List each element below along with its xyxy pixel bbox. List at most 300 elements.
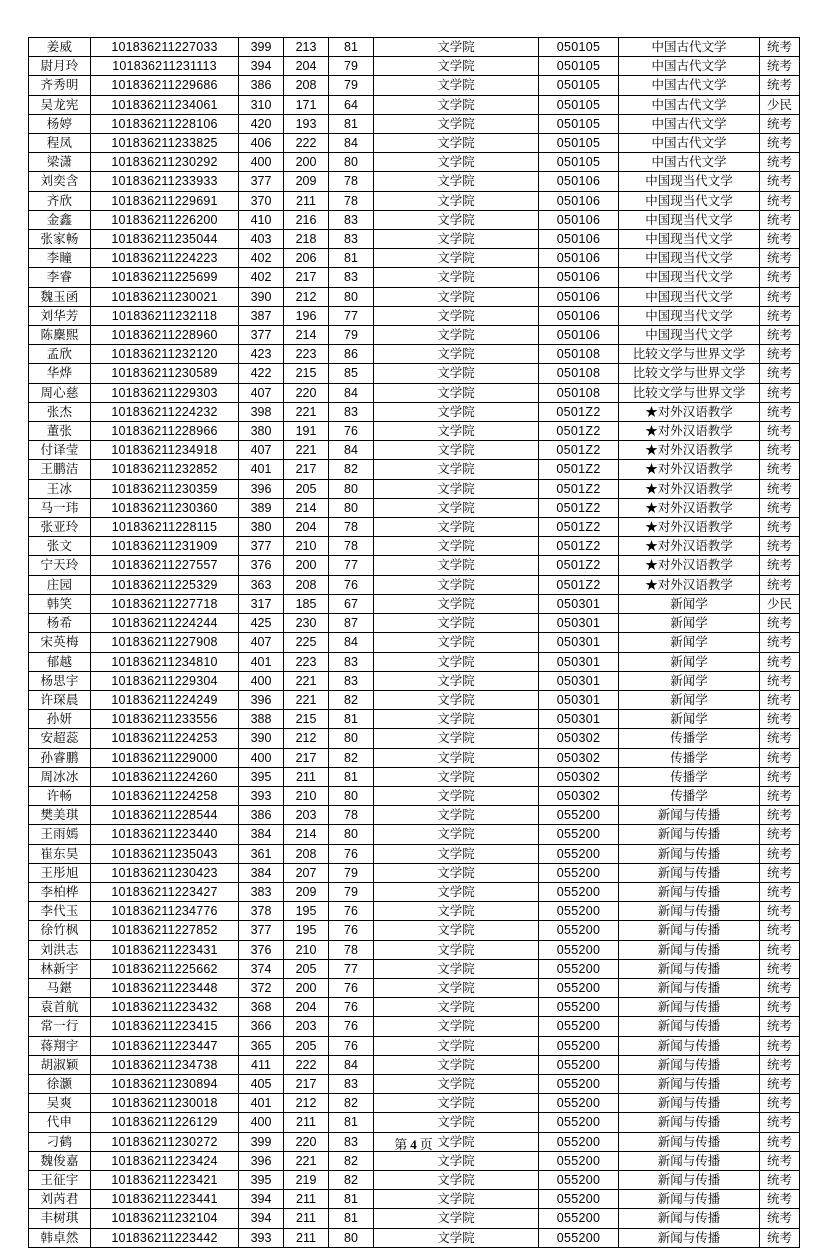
table-row (29, 902, 800, 921)
cell-college: 文学院 (374, 498, 539, 517)
cell-major-code: 055200 (539, 1190, 619, 1209)
cell-college: 文学院 (374, 479, 539, 498)
cell-major-name: 传播学 (619, 748, 760, 767)
cell-major-name: 新闻与传播 (619, 940, 760, 959)
cell-candidate-name: 吴龙宪 (29, 95, 91, 114)
table-row (29, 1074, 800, 1093)
cell-total-score: 310 (239, 95, 284, 114)
cell-exam-type: 统考 (760, 1055, 800, 1074)
cell-candidate-name: 王鹏洁 (29, 460, 91, 479)
cell-college: 文学院 (374, 249, 539, 268)
page-footer-prefix: 第 (394, 1137, 408, 1152)
cell-major-code: 050106 (539, 172, 619, 191)
cell-exam-type: 统考 (760, 748, 800, 767)
cell-candidate-name: 马鍖 (29, 978, 91, 997)
cell-subject-score-2: 80 (329, 786, 374, 805)
cell-exam-number: 101836211224253 (91, 729, 239, 748)
cell-exam-number: 101836211231113 (91, 57, 239, 76)
cell-total-score: 388 (239, 710, 284, 729)
cell-exam-number: 101836211230272 (91, 1132, 239, 1151)
cell-subject-score-2: 80 (329, 498, 374, 517)
cell-subject-score-2: 80 (329, 479, 374, 498)
cell-exam-type: 统考 (760, 825, 800, 844)
cell-major-code: 055200 (539, 1055, 619, 1074)
cell-major-code: 055200 (539, 940, 619, 959)
cell-subject-score-2: 82 (329, 690, 374, 709)
cell-exam-type: 统考 (760, 729, 800, 748)
cell-major-name: 新闻与传播 (619, 1094, 760, 1113)
cell-subject-score-2: 80 (329, 729, 374, 748)
cell-college: 文学院 (374, 1151, 539, 1170)
cell-exam-type: 统考 (760, 249, 800, 268)
cell-subject-score-1: 211 (284, 1209, 329, 1228)
cell-exam-type: 统考 (760, 863, 800, 882)
cell-candidate-name: 李代玉 (29, 902, 91, 921)
cell-candidate-name: 宋英梅 (29, 633, 91, 652)
cell-subject-score-2: 78 (329, 806, 374, 825)
cell-total-score: 368 (239, 998, 284, 1017)
cell-college: 文学院 (374, 1228, 539, 1247)
cell-exam-type: 统考 (760, 191, 800, 210)
cell-subject-score-1: 200 (284, 556, 329, 575)
cell-total-score: 425 (239, 614, 284, 633)
cell-subject-score-2: 76 (329, 1017, 374, 1036)
cell-major-code: 050302 (539, 767, 619, 786)
cell-exam-type: 统考 (760, 518, 800, 537)
cell-major-code: 050301 (539, 652, 619, 671)
cell-exam-type: 统考 (760, 479, 800, 498)
cell-exam-number: 101836211223442 (91, 1228, 239, 1247)
cell-candidate-name: 金鑫 (29, 210, 91, 229)
cell-college: 文学院 (374, 940, 539, 959)
cell-total-score: 377 (239, 326, 284, 345)
cell-subject-score-2: 76 (329, 998, 374, 1017)
cell-major-code: 055200 (539, 1132, 619, 1151)
cell-major-name: 比较文学与世界文学 (619, 383, 760, 402)
cell-subject-score-2: 85 (329, 364, 374, 383)
cell-total-score: 380 (239, 518, 284, 537)
cell-major-name: 传播学 (619, 729, 760, 748)
cell-exam-number: 101836211224249 (91, 690, 239, 709)
cell-exam-type: 统考 (760, 172, 800, 191)
cell-major-name: 新闻与传播 (619, 1190, 760, 1209)
cell-subject-score-2: 76 (329, 978, 374, 997)
cell-college: 文学院 (374, 594, 539, 613)
cell-subject-score-1: 219 (284, 1170, 329, 1189)
cell-candidate-name: 韩笑 (29, 594, 91, 613)
cell-exam-type: 统考 (760, 364, 800, 383)
cell-college: 文学院 (374, 38, 539, 57)
cell-exam-type: 统考 (760, 1094, 800, 1113)
cell-college: 文学院 (374, 268, 539, 287)
cell-exam-number: 101836211223415 (91, 1017, 239, 1036)
cell-subject-score-1: 225 (284, 633, 329, 652)
table-row (29, 95, 800, 114)
cell-exam-number: 101836211228960 (91, 326, 239, 345)
table-row (29, 364, 800, 383)
cell-exam-number: 101836211224258 (91, 786, 239, 805)
cell-subject-score-1: 221 (284, 1151, 329, 1170)
cell-exam-type: 统考 (760, 114, 800, 133)
cell-college: 文学院 (374, 364, 539, 383)
cell-subject-score-2: 83 (329, 671, 374, 690)
admission-roster-table-container (28, 37, 799, 1248)
table-row (29, 844, 800, 863)
cell-subject-score-1: 209 (284, 882, 329, 901)
cell-exam-number: 101836211230589 (91, 364, 239, 383)
cell-major-name: 中国现当代文学 (619, 287, 760, 306)
cell-exam-number: 101836211223448 (91, 978, 239, 997)
cell-major-name: 新闻与传播 (619, 1055, 760, 1074)
cell-major-name: 新闻学 (619, 594, 760, 613)
cell-total-score: 403 (239, 230, 284, 249)
table-row (29, 1094, 800, 1113)
cell-major-name: 新闻学 (619, 671, 760, 690)
cell-major-code: 050105 (539, 76, 619, 95)
cell-total-score: 376 (239, 940, 284, 959)
cell-major-code: 055200 (539, 978, 619, 997)
cell-candidate-name: 韩卓然 (29, 1228, 91, 1247)
table-row (29, 498, 800, 517)
cell-major-code: 0501Z2 (539, 575, 619, 594)
table-row (29, 959, 800, 978)
cell-major-name: ★对外汉语教学 (619, 556, 760, 575)
cell-candidate-name: 李柏桦 (29, 882, 91, 901)
cell-total-score: 422 (239, 364, 284, 383)
cell-exam-type: 统考 (760, 556, 800, 575)
cell-exam-number: 101836211223421 (91, 1170, 239, 1189)
table-row (29, 1017, 800, 1036)
cell-exam-number: 101836211225699 (91, 268, 239, 287)
cell-subject-score-2: 78 (329, 172, 374, 191)
cell-college: 文学院 (374, 230, 539, 249)
cell-exam-number: 101836211230018 (91, 1094, 239, 1113)
cell-exam-number: 101836211224232 (91, 402, 239, 421)
cell-subject-score-1: 220 (284, 383, 329, 402)
cell-major-name: 中国现当代文学 (619, 268, 760, 287)
cell-total-score: 394 (239, 57, 284, 76)
table-row (29, 249, 800, 268)
cell-subject-score-2: 83 (329, 402, 374, 421)
cell-exam-number: 101836211223431 (91, 940, 239, 959)
cell-candidate-name: 庄园 (29, 575, 91, 594)
cell-exam-type: 统考 (760, 614, 800, 633)
table-row (29, 978, 800, 997)
cell-total-score: 406 (239, 134, 284, 153)
cell-candidate-name: 杨思宇 (29, 671, 91, 690)
cell-major-code: 055200 (539, 1228, 619, 1247)
cell-major-code: 050106 (539, 210, 619, 229)
cell-candidate-name: 齐欣 (29, 191, 91, 210)
table-row (29, 230, 800, 249)
cell-exam-number: 101836211223447 (91, 1036, 239, 1055)
cell-candidate-name: 张亚玲 (29, 518, 91, 537)
cell-subject-score-1: 185 (284, 594, 329, 613)
cell-exam-type: 统考 (760, 998, 800, 1017)
cell-candidate-name: 丰树琪 (29, 1209, 91, 1228)
cell-total-score: 383 (239, 882, 284, 901)
cell-candidate-name: 张文 (29, 537, 91, 556)
cell-subject-score-1: 209 (284, 172, 329, 191)
cell-subject-score-2: 82 (329, 1151, 374, 1170)
table-row (29, 191, 800, 210)
cell-subject-score-1: 215 (284, 364, 329, 383)
table-row (29, 38, 800, 57)
cell-college: 文学院 (374, 1074, 539, 1093)
cell-major-code: 050302 (539, 748, 619, 767)
cell-subject-score-1: 210 (284, 786, 329, 805)
cell-college: 文学院 (374, 710, 539, 729)
cell-subject-score-2: 76 (329, 844, 374, 863)
table-row (29, 594, 800, 613)
cell-exam-number: 101836211227908 (91, 633, 239, 652)
table-row (29, 1113, 800, 1132)
table-row (29, 114, 800, 133)
cell-subject-score-1: 221 (284, 690, 329, 709)
cell-total-score: 390 (239, 729, 284, 748)
table-row (29, 767, 800, 786)
cell-major-code: 050301 (539, 710, 619, 729)
cell-major-name: ★对外汉语教学 (619, 575, 760, 594)
cell-candidate-name: 徐竹枫 (29, 921, 91, 940)
cell-subject-score-1: 213 (284, 38, 329, 57)
cell-candidate-name: 齐秀明 (29, 76, 91, 95)
page-footer-suffix: 页 (419, 1137, 433, 1152)
cell-exam-number: 101836211228115 (91, 518, 239, 537)
cell-subject-score-2: 78 (329, 518, 374, 537)
table-row (29, 383, 800, 402)
cell-major-code: 0501Z2 (539, 498, 619, 517)
cell-major-code: 0501Z2 (539, 441, 619, 460)
cell-exam-type: 统考 (760, 690, 800, 709)
cell-major-code: 050301 (539, 690, 619, 709)
cell-exam-number: 101836211232118 (91, 306, 239, 325)
cell-candidate-name: 袁首航 (29, 998, 91, 1017)
cell-exam-type: 统考 (760, 1151, 800, 1170)
cell-subject-score-1: 222 (284, 1055, 329, 1074)
cell-major-code: 055200 (539, 959, 619, 978)
table-row (29, 786, 800, 805)
cell-college: 文学院 (374, 921, 539, 940)
cell-college: 文学院 (374, 1190, 539, 1209)
cell-total-score: 366 (239, 1017, 284, 1036)
cell-total-score: 374 (239, 959, 284, 978)
cell-subject-score-2: 78 (329, 191, 374, 210)
cell-candidate-name: 周心慈 (29, 383, 91, 402)
table-row (29, 402, 800, 421)
cell-major-name: 新闻与传播 (619, 959, 760, 978)
cell-exam-number: 101836211227557 (91, 556, 239, 575)
table-row (29, 518, 800, 537)
cell-subject-score-2: 83 (329, 1074, 374, 1093)
table-row (29, 671, 800, 690)
cell-exam-number: 101836211234810 (91, 652, 239, 671)
cell-college: 文学院 (374, 402, 539, 421)
table-row (29, 57, 800, 76)
cell-exam-number: 101836211231909 (91, 537, 239, 556)
table-row (29, 921, 800, 940)
cell-subject-score-1: 204 (284, 998, 329, 1017)
cell-subject-score-1: 217 (284, 460, 329, 479)
cell-subject-score-2: 83 (329, 1132, 374, 1151)
cell-college: 文学院 (374, 633, 539, 652)
table-row (29, 575, 800, 594)
cell-exam-type: 统考 (760, 57, 800, 76)
cell-subject-score-2: 78 (329, 940, 374, 959)
cell-candidate-name: 代申 (29, 1113, 91, 1132)
cell-subject-score-1: 221 (284, 441, 329, 460)
cell-candidate-name: 刘芮君 (29, 1190, 91, 1209)
cell-total-score: 387 (239, 306, 284, 325)
table-row (29, 1151, 800, 1170)
cell-subject-score-1: 214 (284, 326, 329, 345)
cell-college: 文学院 (374, 422, 539, 441)
cell-exam-type: 统考 (760, 1074, 800, 1093)
cell-major-name: 新闻学 (619, 710, 760, 729)
cell-subject-score-1: 212 (284, 287, 329, 306)
table-row (29, 1190, 800, 1209)
cell-subject-score-2: 79 (329, 863, 374, 882)
table-row (29, 1170, 800, 1189)
cell-subject-score-1: 214 (284, 498, 329, 517)
cell-exam-number: 101836211230894 (91, 1074, 239, 1093)
cell-college: 文学院 (374, 825, 539, 844)
cell-subject-score-2: 84 (329, 134, 374, 153)
cell-subject-score-1: 205 (284, 1036, 329, 1055)
cell-college: 文学院 (374, 153, 539, 172)
cell-major-name: 传播学 (619, 767, 760, 786)
cell-college: 文学院 (374, 210, 539, 229)
cell-candidate-name: 李瞳 (29, 249, 91, 268)
cell-subject-score-2: 84 (329, 383, 374, 402)
cell-candidate-name: 刘洪志 (29, 940, 91, 959)
cell-subject-score-1: 200 (284, 153, 329, 172)
cell-major-name: 新闻学 (619, 690, 760, 709)
cell-subject-score-2: 84 (329, 1055, 374, 1074)
cell-exam-number: 101836211229304 (91, 671, 239, 690)
cell-major-name: ★对外汉语教学 (619, 518, 760, 537)
cell-subject-score-1: 203 (284, 1017, 329, 1036)
table-row (29, 422, 800, 441)
cell-subject-score-1: 171 (284, 95, 329, 114)
cell-major-code: 055200 (539, 1170, 619, 1189)
cell-exam-number: 101836211228544 (91, 806, 239, 825)
cell-exam-number: 101836211225662 (91, 959, 239, 978)
cell-subject-score-2: 77 (329, 556, 374, 575)
table-row (29, 940, 800, 959)
cell-major-code: 055200 (539, 1113, 619, 1132)
cell-exam-number: 101836211232852 (91, 460, 239, 479)
cell-subject-score-1: 195 (284, 921, 329, 940)
table-row (29, 710, 800, 729)
cell-major-name: 中国现当代文学 (619, 326, 760, 345)
cell-exam-type: 统考 (760, 460, 800, 479)
cell-subject-score-2: 64 (329, 95, 374, 114)
cell-major-code: 0501Z2 (539, 556, 619, 575)
cell-candidate-name: 魏俊嘉 (29, 1151, 91, 1170)
table-row (29, 76, 800, 95)
cell-candidate-name: 梁潇 (29, 153, 91, 172)
cell-exam-type: 统考 (760, 383, 800, 402)
cell-total-score: 396 (239, 690, 284, 709)
cell-subject-score-2: 76 (329, 422, 374, 441)
cell-exam-type: 统考 (760, 1228, 800, 1247)
cell-major-code: 050105 (539, 114, 619, 133)
table-row (29, 690, 800, 709)
cell-subject-score-1: 216 (284, 210, 329, 229)
cell-college: 文学院 (374, 1094, 539, 1113)
cell-exam-number: 101836211233556 (91, 710, 239, 729)
cell-major-name: 新闻与传播 (619, 806, 760, 825)
cell-college: 文学院 (374, 1036, 539, 1055)
cell-exam-number: 101836211228966 (91, 422, 239, 441)
cell-subject-score-1: 230 (284, 614, 329, 633)
cell-subject-score-2: 84 (329, 441, 374, 460)
cell-major-name: ★对外汉语教学 (619, 422, 760, 441)
cell-exam-number: 101836211228106 (91, 114, 239, 133)
cell-major-name: ★对外汉语教学 (619, 479, 760, 498)
cell-candidate-name: 杨婷 (29, 114, 91, 133)
cell-major-name: 中国现当代文学 (619, 172, 760, 191)
cell-subject-score-1: 212 (284, 729, 329, 748)
cell-total-score: 407 (239, 383, 284, 402)
cell-college: 文学院 (374, 998, 539, 1017)
cell-subject-score-1: 214 (284, 825, 329, 844)
cell-exam-number: 101836211233933 (91, 172, 239, 191)
cell-exam-type: 统考 (760, 767, 800, 786)
cell-college: 文学院 (374, 959, 539, 978)
cell-exam-type: 统考 (760, 326, 800, 345)
cell-exam-number: 101836211229000 (91, 748, 239, 767)
cell-exam-type: 统考 (760, 575, 800, 594)
cell-total-score: 372 (239, 978, 284, 997)
cell-college: 文学院 (374, 690, 539, 709)
table-row (29, 210, 800, 229)
cell-college: 文学院 (374, 844, 539, 863)
cell-major-code: 055200 (539, 1074, 619, 1093)
cell-subject-score-1: 203 (284, 806, 329, 825)
cell-major-code: 055200 (539, 806, 619, 825)
cell-college: 文学院 (374, 786, 539, 805)
cell-subject-score-2: 76 (329, 1036, 374, 1055)
cell-candidate-name: 付译莹 (29, 441, 91, 460)
cell-total-score: 396 (239, 479, 284, 498)
cell-exam-number: 101836211229303 (91, 383, 239, 402)
page-footer (0, 1134, 827, 1153)
cell-candidate-name: 林新宇 (29, 959, 91, 978)
cell-subject-score-1: 221 (284, 402, 329, 421)
cell-exam-type: 统考 (760, 345, 800, 364)
cell-exam-type: 统考 (760, 786, 800, 805)
cell-major-name: 比较文学与世界文学 (619, 364, 760, 383)
cell-candidate-name: 刘奕含 (29, 172, 91, 191)
cell-subject-score-2: 67 (329, 594, 374, 613)
cell-exam-number: 101836211232104 (91, 1209, 239, 1228)
cell-college: 文学院 (374, 76, 539, 95)
table-row (29, 1036, 800, 1055)
cell-candidate-name: 许畅 (29, 786, 91, 805)
cell-total-score: 400 (239, 153, 284, 172)
cell-total-score: 363 (239, 575, 284, 594)
cell-candidate-name: 王征宇 (29, 1170, 91, 1189)
table-row (29, 134, 800, 153)
cell-total-score: 395 (239, 767, 284, 786)
cell-subject-score-2: 79 (329, 882, 374, 901)
cell-subject-score-1: 211 (284, 1190, 329, 1209)
cell-subject-score-2: 80 (329, 287, 374, 306)
cell-major-name: 新闻与传播 (619, 902, 760, 921)
cell-candidate-name: 吴爽 (29, 1094, 91, 1113)
